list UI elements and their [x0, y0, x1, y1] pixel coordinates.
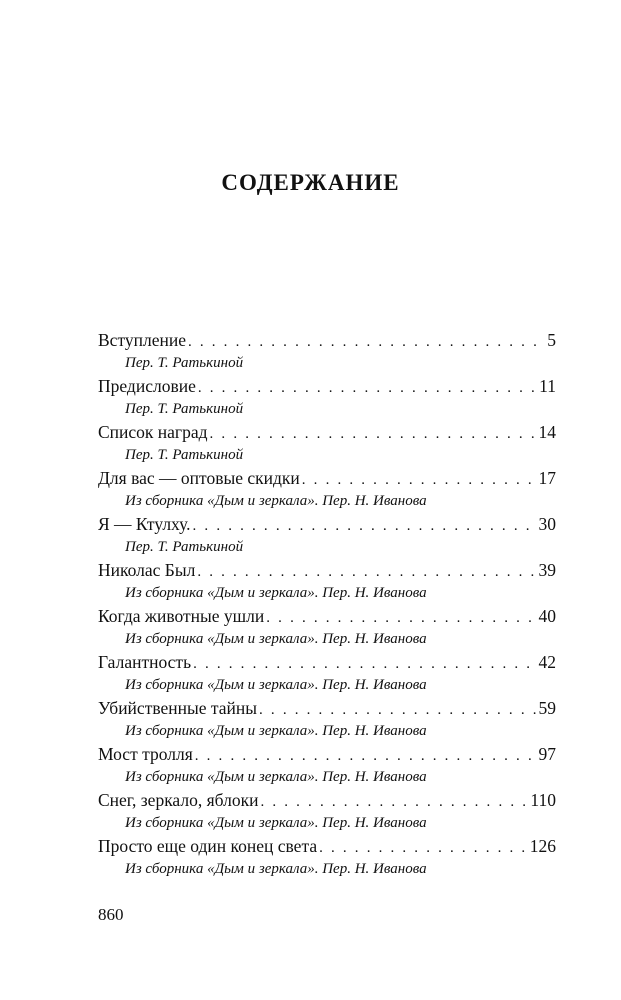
dot-leader: [198, 376, 537, 400]
toc-entry-title: Снег, зеркало, яблоки: [98, 790, 259, 810]
toc-line: [98, 328, 556, 354]
toc-entry-title: Я — Ктулху.: [98, 514, 191, 534]
toc-entry: [98, 512, 556, 558]
dot-leader: [210, 422, 537, 446]
toc-line: [98, 834, 556, 860]
toc-entry-title: Галантность: [98, 652, 192, 672]
toc-entry-title: Вступление: [98, 330, 186, 350]
toc-entry-page: 11: [539, 376, 556, 396]
toc-entry-source: Из сборника «Дым и зеркала». Пер. Н. Иванова: [125, 815, 427, 831]
dot-leader: [260, 790, 528, 814]
toc-entry-page: 39: [538, 560, 556, 580]
dot-leader: [195, 744, 537, 768]
dot-leader: [197, 560, 536, 584]
toc-entry-source: Из сборника «Дым и зеркала». Пер. Н. Иванова: [125, 677, 427, 693]
dot-leader: [188, 330, 545, 354]
toc-entry-page: 40: [538, 606, 556, 626]
table-of-contents: [98, 328, 556, 880]
toc-entry-source: Пер. Т. Ратькиной: [125, 447, 244, 463]
toc-line: [98, 420, 556, 446]
toc-entry: [98, 650, 556, 696]
toc-entry-source: Пер. Т. Ратькиной: [125, 355, 244, 371]
toc-entry: [98, 604, 556, 650]
toc-entry-page: 126: [529, 836, 556, 856]
toc-entry-title: Для вас — оптовые скидки: [98, 468, 300, 488]
toc-entry-source: Из сборника «Дым и зеркала». Пер. Н. Иванова: [125, 493, 427, 509]
toc-entry: [98, 558, 556, 604]
toc-entry-title: Николас Был: [98, 560, 196, 580]
dot-leader: [266, 606, 536, 630]
toc-entry: [98, 328, 556, 374]
page-number: 860: [98, 905, 124, 924]
dot-leader: [302, 468, 537, 492]
toc-entry-page: 42: [538, 652, 556, 672]
toc-entry-page: 97: [538, 744, 556, 764]
dot-leader: [259, 698, 536, 722]
toc-entry: [98, 374, 556, 420]
toc-entry-source: Пер. Т. Ратькиной: [125, 401, 244, 417]
toc-entry: [98, 742, 556, 788]
toc-entry: [98, 420, 556, 466]
toc-entry: [98, 466, 556, 512]
toc-entry-page: 17: [538, 468, 556, 488]
toc-entry: [98, 696, 556, 742]
toc-entry-title: Предисловие: [98, 376, 196, 396]
toc-entry-source: Пер. Т. Ратькиной: [125, 539, 244, 555]
toc-line: [98, 788, 556, 814]
toc-entry-title: Просто еще один конец света: [98, 836, 318, 856]
toc-line: [98, 696, 556, 722]
toc-entry-source: Из сборника «Дым и зеркала». Пер. Н. Иванова: [125, 723, 427, 739]
toc-entry-source: Из сборника «Дым и зеркала». Пер. Н. Иванова: [125, 631, 427, 647]
toc-entry: [98, 788, 556, 834]
toc-entry: [98, 834, 556, 880]
toc-entry-source: Из сборника «Дым и зеркала». Пер. Н. Иванова: [125, 585, 427, 601]
dot-leader: [319, 836, 528, 860]
toc-entry-page: 5: [547, 330, 556, 350]
toc-line: [98, 742, 556, 768]
page-title: СОДЕРЖАНИЕ: [221, 170, 400, 195]
toc-line: [98, 650, 556, 676]
toc-entry-title: Список наград: [98, 422, 208, 442]
dot-leader: [193, 652, 536, 676]
toc-entry-source: Из сборника «Дым и зеркала». Пер. Н. Иванова: [125, 861, 427, 877]
toc-entry-page: 59: [538, 698, 556, 718]
toc-entry-title: Убийственные тайны: [98, 698, 258, 718]
toc-line: [98, 374, 556, 400]
dot-leader: [193, 514, 537, 538]
toc-entry-source: Из сборника «Дым и зеркала». Пер. Н. Иванова: [125, 769, 427, 785]
toc-entry-title: Когда животные ушли: [98, 606, 265, 626]
toc-entry-page: 30: [538, 514, 556, 534]
toc-entry-page: 110: [530, 790, 556, 810]
toc-entry-title: Мост тролля: [98, 744, 193, 764]
toc-entry-page: 14: [538, 422, 556, 442]
toc-line: [98, 604, 556, 630]
toc-line: [98, 558, 556, 584]
toc-line: [98, 466, 556, 492]
toc-line: [98, 512, 556, 538]
